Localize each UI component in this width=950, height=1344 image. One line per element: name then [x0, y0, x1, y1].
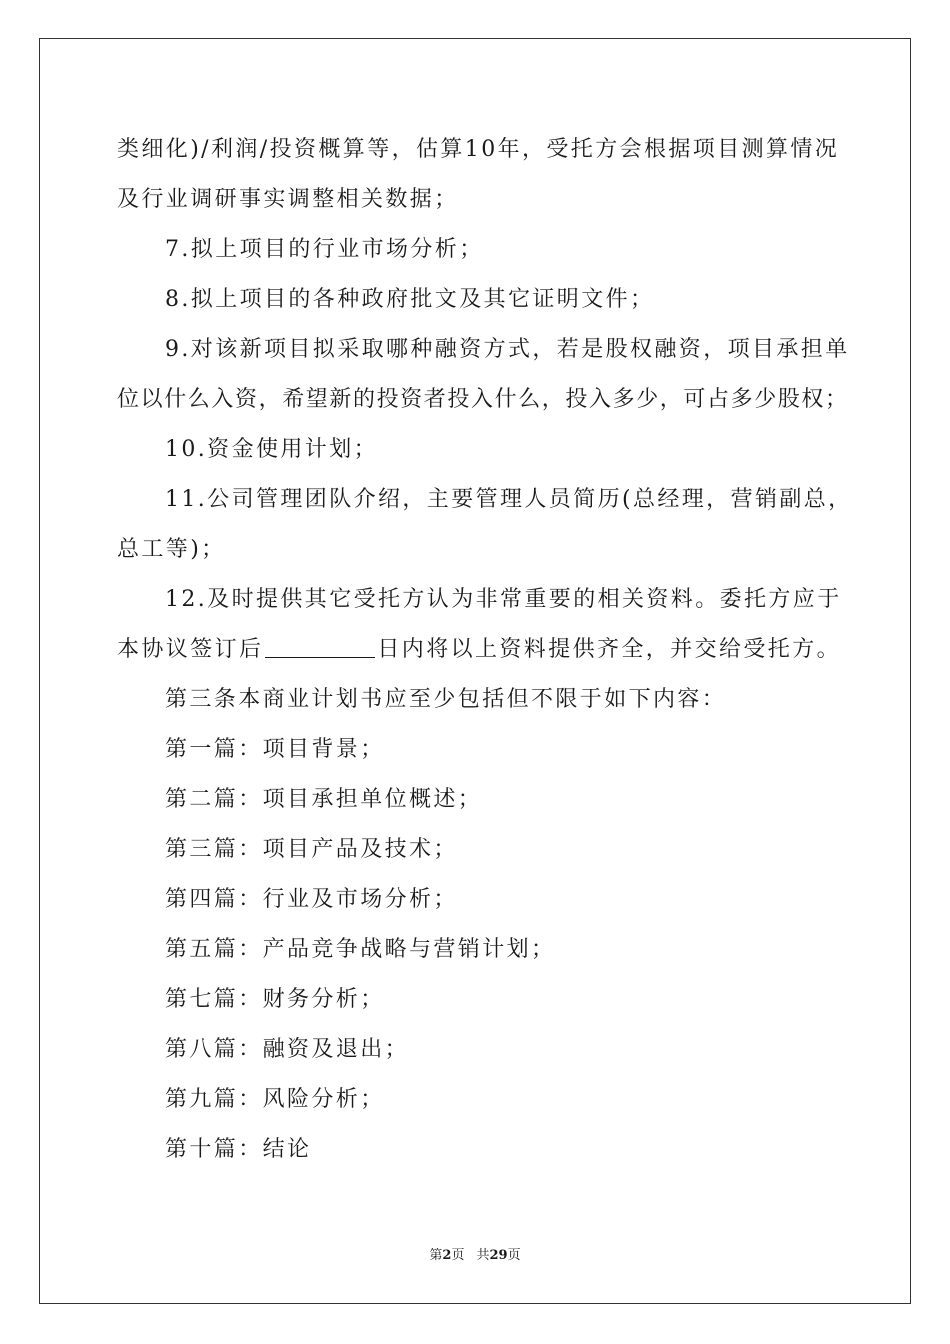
page-suffix: 页	[451, 1248, 465, 1263]
list-item: 11.公司管理团队介绍，主要管理人员简历(总经理，营销副总，	[165, 487, 853, 512]
list-item: 9.对该新项目拟采取哪种融资方式，若是股权融资，项目承担单	[165, 337, 850, 362]
chapter-item: 第七篇：财务分析；	[165, 987, 385, 1012]
chapter-item: 第三篇：项目产品及技术；	[165, 837, 458, 862]
total-prefix: 共	[476, 1248, 490, 1263]
paragraph-line: 总工等)；	[117, 537, 226, 562]
document-body	[117, 125, 853, 1175]
list-item: 8.拟上项目的各种政府批文及其它证明文件；	[165, 287, 655, 312]
list-item: 10.资金使用计划；	[165, 437, 378, 462]
page-footer	[0, 1246, 950, 1266]
list-item: 7.拟上项目的行业市场分析；	[165, 237, 484, 262]
page-prefix: 第	[429, 1248, 443, 1263]
paragraph-line: 位以什么入资，希望新的投资者投入什么，投入多少，可占多少股权；	[117, 387, 849, 412]
chapter-item: 第一篇：项目背景；	[165, 737, 385, 762]
paragraph-line: 类细化)/利润/投资概算等，估算10年，受托方会根据项目测算情况	[117, 137, 840, 162]
paragraph-line: 及行业调研事实调整相关数据；	[117, 187, 459, 212]
chapter-item: 第二篇：项目承担单位概述；	[165, 787, 483, 812]
article-heading: 第三条本商业计划书应至少包括但不限于如下内容：	[165, 687, 727, 712]
paragraph-line-with-blank	[117, 625, 842, 675]
chapter-item: 第四篇：行业及市场分析；	[165, 887, 458, 912]
text-after-blank: 日内将以上资料提供齐全，并交给受托方。	[377, 637, 842, 662]
text-before-blank: 本协议签订后	[117, 637, 264, 662]
chapter-item: 第五篇：产品竞争战略与营销计划；	[165, 937, 556, 962]
fill-in-blank	[265, 631, 375, 658]
page-number: 2	[442, 1248, 452, 1263]
total-suffix: 页	[507, 1248, 521, 1263]
chapter-item: 第九篇：风险分析；	[165, 1087, 385, 1112]
list-item: 12.及时提供其它受托方认为非常重要的相关资料。委托方应于	[165, 587, 842, 612]
chapter-item: 第八篇：融资及退出；	[165, 1037, 410, 1062]
chapter-item: 第十篇：结论	[165, 1137, 312, 1162]
page-total: 29	[489, 1248, 508, 1263]
